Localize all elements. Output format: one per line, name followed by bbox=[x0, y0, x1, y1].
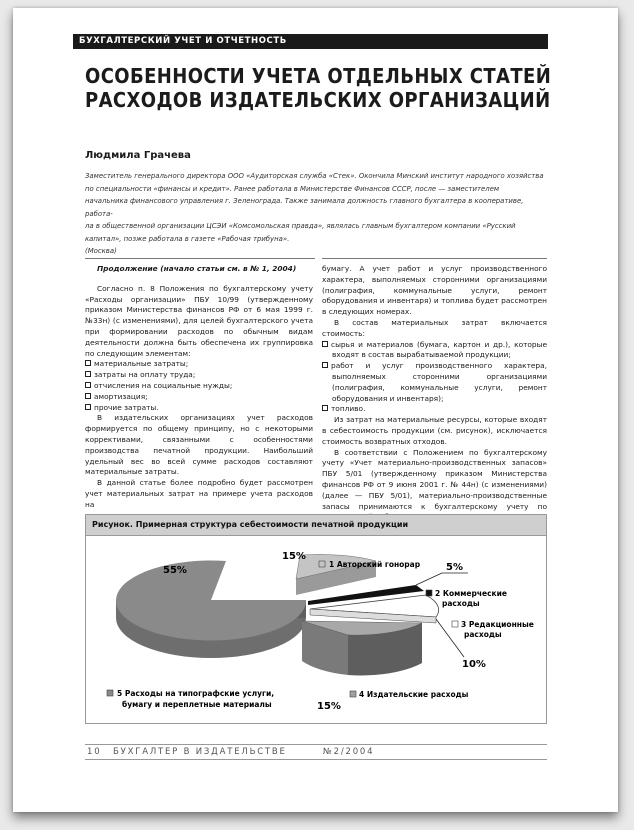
legend-label: 1 Авторский гонорар bbox=[329, 560, 421, 569]
list-item: сырья и материалов (бумага, картон и др.), которые входят в состав вырабатываемой продукции; bbox=[322, 340, 547, 362]
paragraph: В данной статье более подробно будет рассмотрен учет материальных затрат на примере учета расходов на bbox=[85, 478, 313, 509]
divider bbox=[85, 258, 315, 259]
paragraph: бумагу. А учет работ и услуг производственного характера, выполняемых сторонними организациями (полиграфия, коммунальные услуги, ремонт оборудования и инвентаря) и топлива будет рассмотрен в следующих номерах. bbox=[322, 264, 547, 317]
page-number: 10 bbox=[87, 747, 102, 757]
legend-label: бумагу и переплетные материалы bbox=[122, 700, 272, 709]
legend-label: 2 Коммерческие bbox=[435, 589, 507, 598]
pie-chart bbox=[86, 515, 546, 723]
figure bbox=[85, 514, 547, 724]
section-label: БУХГАЛТЕРСКИЙ УЧЕТ И ОТЧЕТНОСТЬ bbox=[73, 34, 548, 49]
legend-label: расходы bbox=[442, 599, 480, 608]
legend-swatch bbox=[350, 691, 356, 697]
legend-swatch bbox=[452, 621, 458, 627]
list-item: прочие затраты. bbox=[85, 403, 313, 414]
checkbox-icon bbox=[322, 405, 328, 411]
paragraph: В издательских организациях учет расходов формируется по общему принципу, но с некоторыми коррективами, связанными с особенностями производства печатной продукции. Наибольший удельный вес во всей сумме расходов составляют материальные затраты. bbox=[85, 413, 313, 477]
bio-line: начальника финансового управления г. Зеленограда. Также занимала должность главного бухгалтера в кооперативе, работа- bbox=[85, 197, 524, 218]
author-name: Людмила Грачева bbox=[85, 150, 191, 161]
bio-line: (Москва) bbox=[85, 247, 117, 255]
checkbox-icon bbox=[322, 362, 328, 368]
bio-line: капитал», позже работала в газете «Рабочая трибуна». bbox=[85, 234, 290, 243]
legend-label: 3 Редакционные bbox=[461, 620, 534, 629]
legend-swatch bbox=[426, 590, 432, 596]
magazine-name: БУХГАЛТЕР В ИЗДАТЕЛЬСТВЕ bbox=[113, 747, 287, 757]
legend-label: 5 Расходы на типографские услуги, bbox=[117, 689, 275, 698]
list-item: работ и услуг производственного характера, выполняемых сторонними организациями (полиграфия, коммунальные услуги, ремонт оборудования и инвентаря); bbox=[322, 361, 547, 404]
title-line-1: ОСОБЕННОСТИ УЧЕТА ОТДЕЛЬНЫХ СТАТЕЙ bbox=[85, 64, 552, 88]
checkbox-icon bbox=[85, 371, 91, 377]
list-item: затраты на оплату труда; bbox=[85, 370, 313, 381]
leader-line bbox=[436, 619, 464, 657]
list-item: отчисления на социальные нужды; bbox=[85, 381, 313, 392]
bio-line: ла в общественной организации ЦСЭИ «Комсомольская правда», являлась главным бухгалтером компании «Русский bbox=[85, 222, 516, 230]
list-item: материальные затраты; bbox=[85, 359, 313, 370]
legend-swatch bbox=[319, 561, 325, 567]
right-column bbox=[322, 264, 547, 523]
legend-label: 4 Издательские расходы bbox=[359, 690, 469, 699]
data-label: 15% bbox=[317, 701, 341, 712]
issue-number: №2/2004 bbox=[323, 747, 375, 757]
paragraph: В состав материальных затрат включается стоимость: bbox=[322, 317, 547, 338]
bio-line: Заместитель генерального директора ООО «Аудиторская служба «Стек». Окончила Минский институт народного хозяйства bbox=[85, 172, 544, 180]
legend-swatch bbox=[107, 690, 113, 696]
legend-label: расходы bbox=[464, 630, 502, 639]
paragraph: Из затрат на материальные ресурсы, которые входят в себестоимость продукции (см. рисунок), исключается стоимость возвратных отходов. bbox=[322, 415, 547, 446]
data-label: 10% bbox=[462, 659, 486, 670]
bio-line: по специальности «финансы и кредит». Ранее работала в Министерстве Финансов СССР, после — заместителем bbox=[85, 184, 500, 193]
data-label: 55% bbox=[163, 565, 187, 576]
list-item: топливо. bbox=[322, 404, 547, 415]
page-footer bbox=[85, 744, 547, 760]
left-column bbox=[85, 264, 313, 511]
paragraph: Согласно п. 8 Положения по бухгалтерскому учету «Расходы организации» ПБУ 10/99 (утвержденному приказом Министерства финансов РФ от 6 мая 1999 г. №33н) (с изменениями), для целей бухгалтерского учета при формировании расходов по обычным видам деятельности должна быть обеспечена их группировка по следующим элементам: bbox=[85, 283, 313, 358]
title-line-2: РАСХОДОВ ИЗДАТЕЛЬСКИХ ОРГАНИЗАЦИЙ bbox=[85, 88, 551, 112]
article-title bbox=[85, 64, 555, 112]
figure-title: Рисунок. Примерная структура себестоимости печатной продукции bbox=[86, 515, 546, 536]
list-item: амортизация; bbox=[85, 392, 313, 403]
paragraph: В соответствии с Положением по бухгалтерскому учету «Учет материально-производственных запасов» ПБУ 5/01 (утвержденному приказом Министерства финансов РФ от 9 июня 2001 г. № 44н) (с изменениями) (далее — ПБУ 5/01), материально-производственные запасы принимаются к бухгалтерскому учету по bbox=[322, 447, 547, 511]
checkbox-icon bbox=[85, 404, 91, 410]
checkbox-icon bbox=[85, 382, 91, 388]
checkbox-icon bbox=[85, 393, 91, 399]
continuation-note: Продолжение (начало статьи см. в № 1, 2004) bbox=[97, 264, 297, 273]
author-bio bbox=[85, 170, 550, 258]
data-label: 5% bbox=[446, 562, 463, 573]
data-label: 15% bbox=[282, 551, 306, 562]
leader-line bbox=[416, 573, 442, 585]
slice-4 bbox=[302, 621, 422, 675]
checkbox-icon bbox=[322, 341, 328, 347]
checkbox-icon bbox=[85, 360, 91, 366]
slice-5 bbox=[116, 560, 306, 658]
divider bbox=[322, 258, 547, 259]
